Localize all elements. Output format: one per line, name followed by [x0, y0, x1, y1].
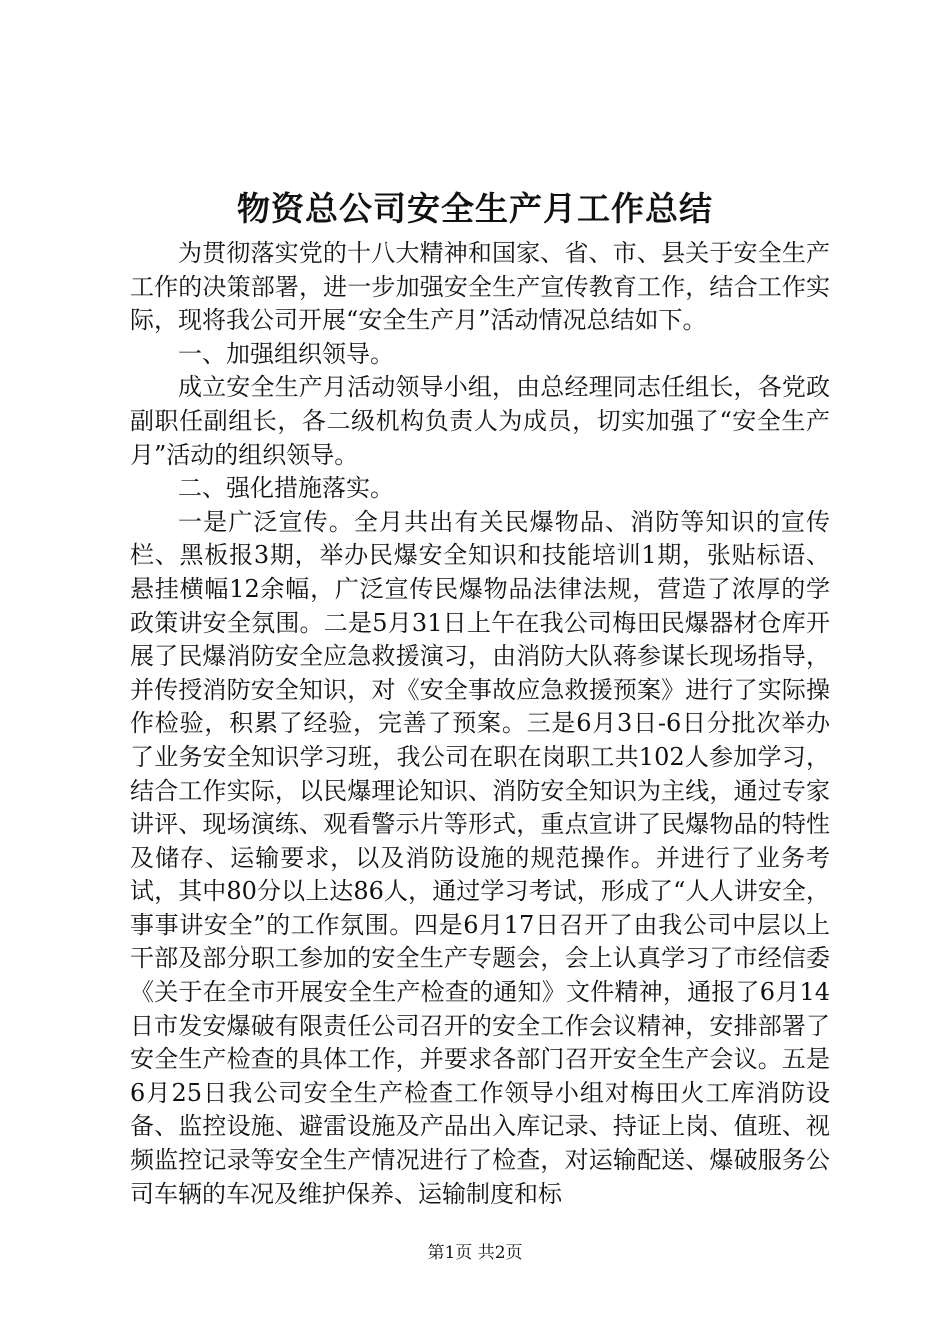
paragraph-organization: 成立安全生产月活动领导小组，由总经理同志任组长，各党政副职任副组长，各二级机构负责人为成员，切实加强了“安全生产月”活动的组织领导。 [130, 373, 830, 469]
page-footer: 第1页 共2页 [427, 1243, 523, 1263]
paragraph-intro: 为贯彻落实党的十八大精神和国家、省、市、县关于安全生产工作的决策部署，进一步加强安全生产宣传教育工作，结合工作实际，现将我公司开展“安全生产月”活动情况总结如下。 [130, 239, 830, 335]
paragraph-measures: 一是广泛宣传。全月共出有关民爆物品、消防等知识的宣传栏、黑板报3期，举办民爆安全知识和技能培训1期，张贴标语、悬挂横幅12余幅，广泛宣传民爆物品法律法规，营造了浓厚的学政策讲安全氛围。二是5月31日上午在我公司梅田民爆器材仓库开展了民爆消防安全应急救援演习，由消防大队蒋参谋长现场指导，并传授消防安全知识，对《安全事故应急救援预案》进行了实际操作检验，积累了经验，完善了预案。三是6月3日-6日分批次举办了业务安全知识学习班，我公司在职在岗职工共102人参加学习，结合工作实际，以民爆理论知识、消防安全知识为主线，通过专家讲评、现场演练、观看警示片等形式，重点宣讲了民爆物品的特性及储存、运输要求，以及消防设施的规范操作。并进行了业务考试，其中80分以上达86人，通过学习考试，形成了“人人讲安全，事事讲安全”的工作氛围。四是6月17日召开了由我公司中层以上干部及部分职工参加的安全生产专题会，会上认真学习了市经信委《关于在全市开展安全生产检查的通知》文件精神，通报了6月14日市发安爆破有限责任公司召开的安全工作会议精神，安排部署了安全生产检查的具体工作，并要求各部门召开安全生产会议。五是6月25日我公司安全生产检查工作领导小组对梅田火工库消防设备、监控设施、避雷设施及产品出入库记录、持证上岗、值班、视频监控记录等安全生产情况进行了检查，对运输配送、爆破服务公司车辆的车况及维护保养、运输制度和标 [130, 507, 830, 1208]
document-title: 物资总公司安全生产月工作总结 [237, 189, 713, 228]
section-heading-2: 二、强化措施落实。 [178, 474, 394, 503]
section-heading-1: 一、加强组织领导。 [178, 339, 394, 368]
document-body [130, 237, 830, 1211]
